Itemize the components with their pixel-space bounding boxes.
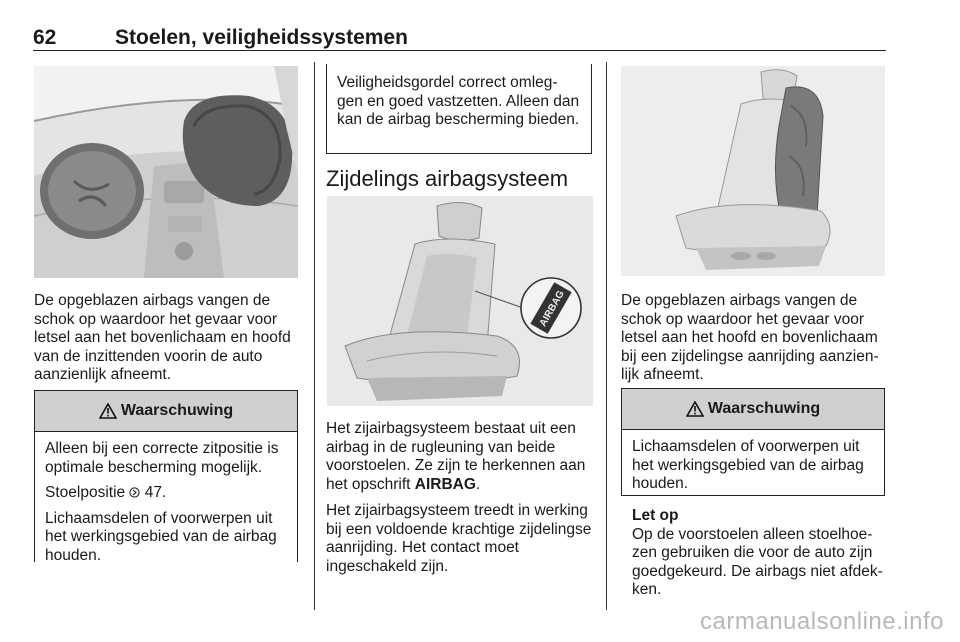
col1-warning-text-3: Lichaamsdelen of voorwerpen uit het werkingsgebied van de airbag houden. xyxy=(45,509,277,564)
side-airbag-figure xyxy=(327,196,593,406)
airbag-keyword: AIRBAG xyxy=(414,475,476,493)
section-title: Zijdelings airbagsysteem xyxy=(326,166,569,191)
note-title: Let op xyxy=(632,507,679,524)
warning-triangle-icon xyxy=(99,403,117,419)
col2-paragraph-2: Het zijairbagsysteem treedt in werking bij een voldoende krachtige zijdelingse aanrijding. Het contact moet ingeschakeld zijn. xyxy=(326,502,592,575)
col2-belt-text: Veiligheidsgordel correct omleg-gen en goed vastzetten. Alleen dan kan de airbag bescherming bieden. xyxy=(337,74,580,128)
col3-warning-text: Lichaamsdelen of voorwerpen uit het werkingsgebied van de airbag houden. xyxy=(632,438,864,492)
page-number: 62 xyxy=(33,26,57,49)
front-airbags-figure xyxy=(34,66,298,278)
page-ref-link[interactable]: 47. xyxy=(144,484,167,501)
col2-paragraph-1: Het zijairbagsysteem bestaat uit een airbag in de rugleuning van beide voorstoelen. Ze zijn te herkennen aan het opschrift AIRBAG. xyxy=(326,420,586,493)
column-divider-2 xyxy=(606,62,607,610)
col2-belt-box xyxy=(326,64,592,154)
airbag-label: AIRBAG xyxy=(537,288,567,329)
arrow-right-icon xyxy=(129,487,140,498)
note-text: Op de voorstoelen alleen stoelhoe-zen gebruiken die voor de auto zijn goedgekeurd. De airbags niet afdek-ken. xyxy=(632,525,883,598)
col3-warning-box xyxy=(621,388,885,496)
col1-warning-title: Waarschuwing xyxy=(120,402,234,419)
warning-triangle-icon xyxy=(686,401,704,417)
col3-paragraph: De opgeblazen airbags vangen de schok op waardoor het gevaar voor letsel aan het hoofd en bovenlichaam bij een zijdelingse aanrijding aanzien-lijk afneemt. xyxy=(621,292,879,383)
deployed-side-airbag-figure xyxy=(621,66,885,276)
col1-warning-header xyxy=(35,391,297,432)
chapter-title: Stoelen, veiligheidssystemen xyxy=(115,26,408,49)
column-divider-1 xyxy=(314,62,315,610)
watermark: carmanualsonline.info xyxy=(700,608,944,635)
col1-paragraph: De opgeblazen airbags vangen de schok op waardoor het gevaar voor letsel aan het bovenlichaam en hoofd van de inzittenden voorin de auto aanzienlijk afneemt. xyxy=(34,292,291,383)
col1-warning-box xyxy=(34,390,298,562)
seat-position-label: Stoelpositie xyxy=(45,484,126,501)
page-header xyxy=(33,20,886,51)
front-airbags-illustration-icon xyxy=(34,66,298,278)
side-airbag-seat-illustration-icon xyxy=(327,196,593,406)
col3-warning-header xyxy=(622,389,884,430)
seat-deployed-side-airbag-illustration-icon xyxy=(621,66,885,276)
col1-warning-reference xyxy=(45,484,287,503)
col1-warning-text-1: Alleen bij een correcte zitpositie is optimale bescherming mogelijk. xyxy=(45,440,279,476)
col3-warning-title: Waarschuwing xyxy=(707,400,821,417)
